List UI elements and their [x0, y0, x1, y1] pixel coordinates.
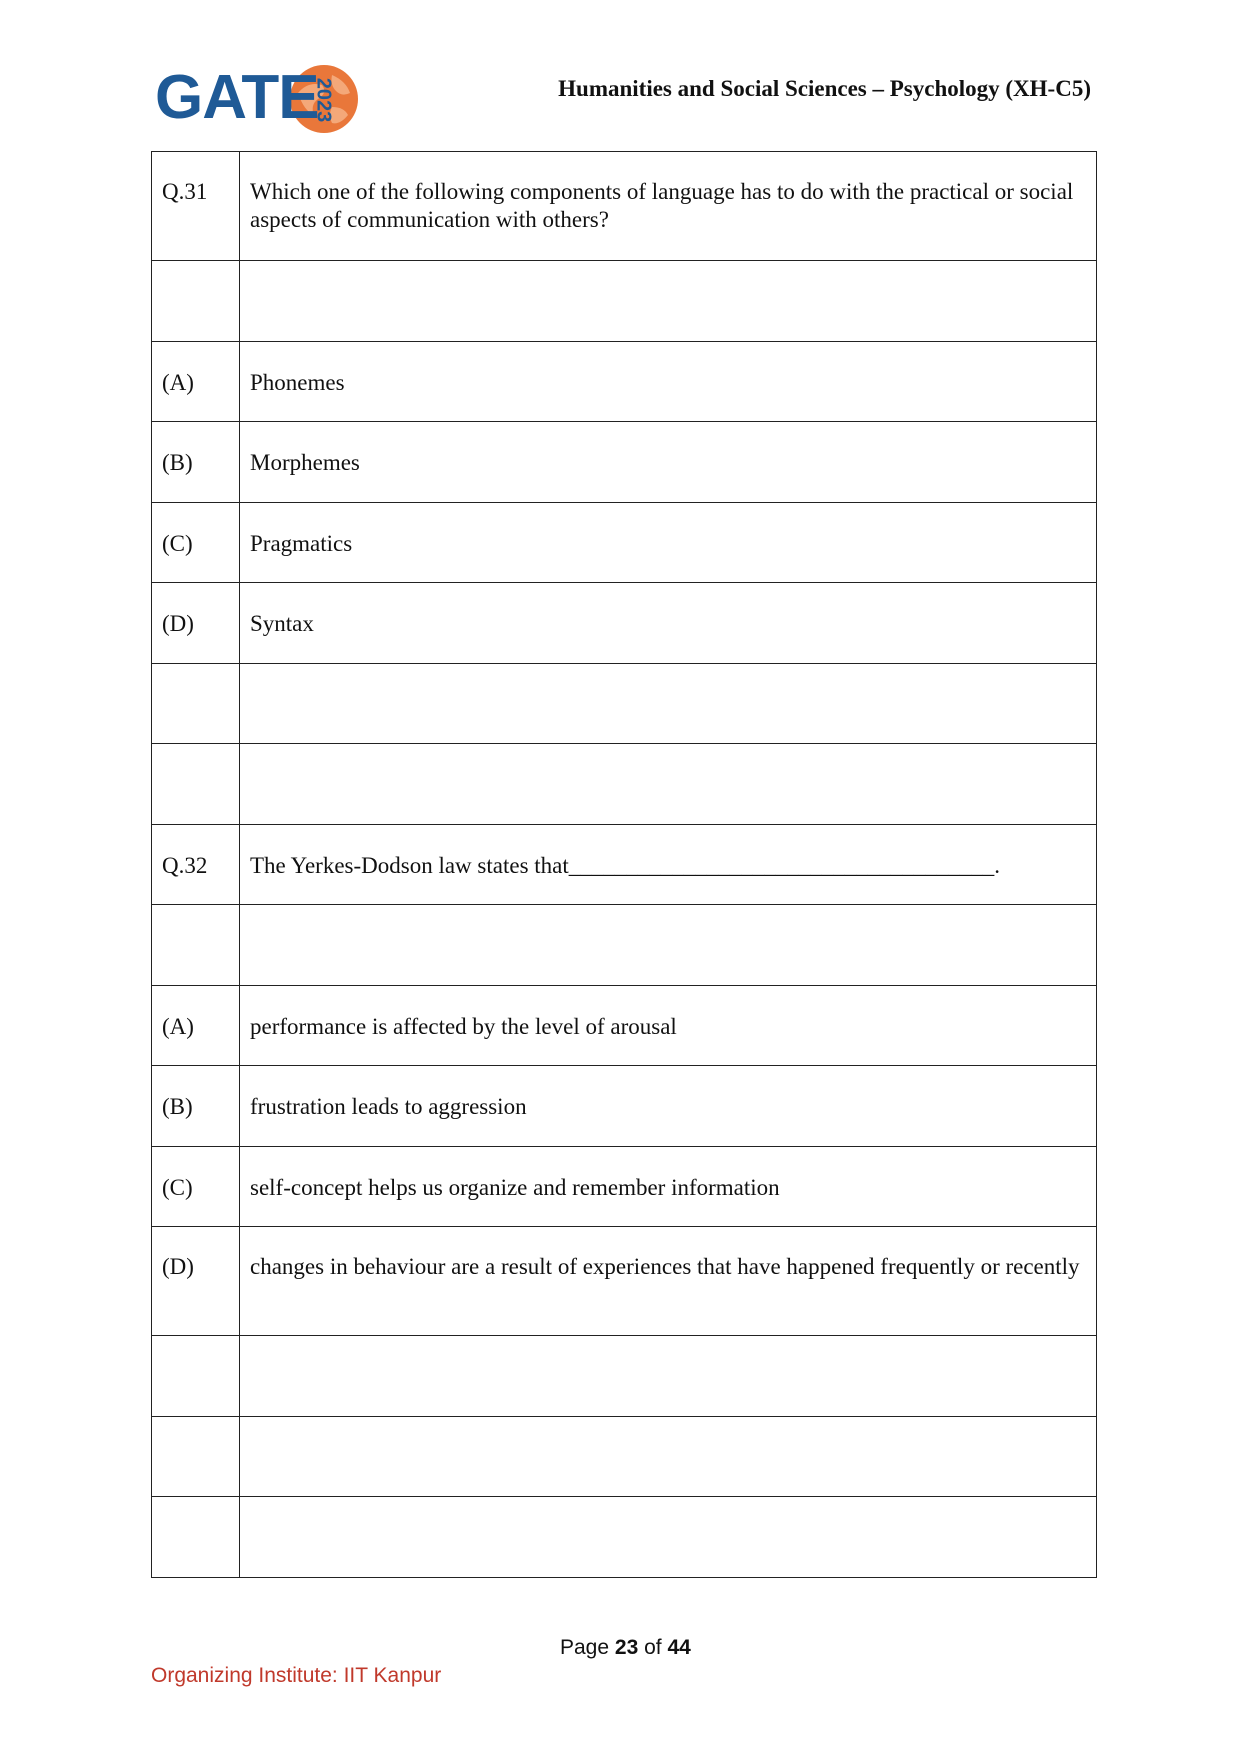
question-text: Which one of the following components of language has to do with the practical or social aspects of communication with others?	[250, 179, 1074, 232]
question-text-cell	[240, 152, 1097, 261]
option-row	[152, 422, 1097, 503]
option-row	[152, 1146, 1097, 1227]
page-current: 23	[614, 1636, 639, 1659]
page-header-title: Humanities and Social Sciences – Psychology (XH-C5)	[558, 76, 1091, 101]
option-row	[152, 1227, 1097, 1336]
option-text: frustration leads to aggression	[250, 1094, 527, 1119]
option-label: (D)	[162, 611, 194, 636]
question-number-cell	[152, 152, 240, 261]
option-row	[152, 583, 1097, 664]
blank-row	[152, 905, 1097, 986]
question-number: Q.31	[162, 179, 208, 204]
blank-row	[152, 1497, 1097, 1578]
option-text: Syntax	[250, 611, 314, 636]
organizing-institute: Organizing Institute: IIT Kanpur	[151, 1664, 442, 1687]
logo-text: GATE	[155, 63, 319, 132]
question-row	[152, 152, 1097, 261]
option-label: (D)	[162, 1254, 194, 1279]
option-label: (A)	[162, 1013, 194, 1039]
questions-table	[151, 151, 1097, 1578]
option-label: (B)	[162, 1094, 193, 1119]
option-row	[152, 502, 1097, 583]
question-number: Q.32	[162, 852, 208, 878]
option-text: Pragmatics	[250, 530, 353, 556]
page-number	[560, 1636, 691, 1660]
option-text: Morphemes	[250, 450, 360, 475]
option-label: (A)	[162, 369, 194, 395]
option-label: (C)	[162, 1174, 193, 1200]
option-text: Phonemes	[250, 369, 345, 395]
option-text: performance is affected by the level of arousal	[250, 1013, 677, 1039]
option-row	[152, 985, 1097, 1066]
page-prefix: Page	[560, 1636, 610, 1659]
blank-row	[152, 261, 1097, 342]
page-of: of	[644, 1636, 662, 1659]
question-text-cell	[240, 824, 1097, 905]
option-label: (B)	[162, 450, 193, 475]
blank-row	[152, 744, 1097, 825]
logo-year: 2023	[312, 77, 335, 123]
blank-row	[152, 663, 1097, 744]
question-row	[152, 824, 1097, 905]
gate-2023-logo	[155, 58, 355, 138]
question-number-cell	[152, 824, 240, 905]
option-text: self-concept helps us organize and remember information	[250, 1174, 780, 1200]
option-text: changes in behaviour are a result of experiences that have happened frequently or recently	[250, 1254, 1080, 1279]
option-label: (C)	[162, 530, 193, 556]
blank-row	[152, 1336, 1097, 1417]
blank-row	[152, 1416, 1097, 1497]
option-row	[152, 1066, 1097, 1147]
page-total: 44	[667, 1636, 691, 1659]
question-text: The Yerkes-Dodson law states that_____________________________________.	[250, 852, 1001, 878]
option-row	[152, 341, 1097, 422]
